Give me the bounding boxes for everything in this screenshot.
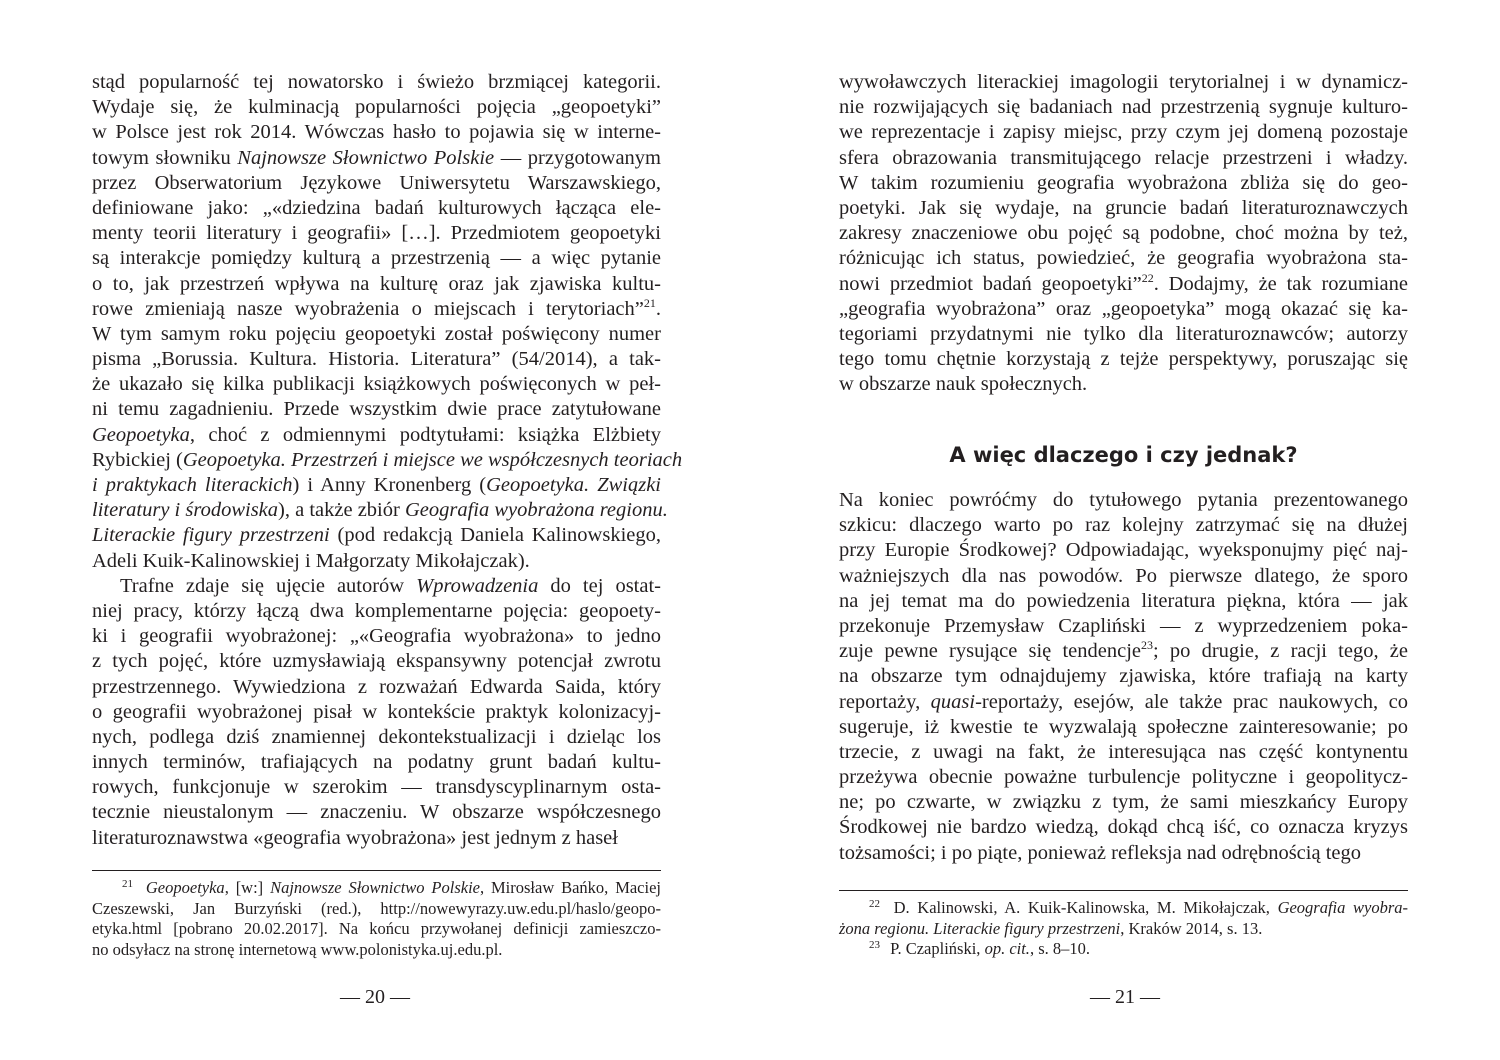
page-right [750,0,1500,1060]
text-line: literaturoznawstwa «geografia wyobrażona» jest jednym z haseł [92,826,618,849]
text-line: przeżywa obecnie poważne turbulencje polityczne i geopolitycz- [839,766,1408,789]
text-line: przy Europie Środkowej? Odpowiadając, wyeksponujmy pięć naj- [839,539,1408,562]
footnote-line: $^{21}$ Geopoetyka, [w:] Najnowsze Słownictwo Polskie, Mirosław Bańko, Maciej [122,878,661,897]
text-line: Trafne zdaje się ujęcie autorów Wprowadzenia do tej ostat- [120,574,661,597]
text-line: reportaży, quasi-reportaży, esejów, ale także prac naukowych, co [839,690,1408,713]
text-line: rowych, funkcjonuje w szerokim — transdyscyplinarnym osta- [92,776,661,799]
text-line: nie rozwijających się badaniach nad przestrzenią sygnuje kulturo- [839,96,1408,119]
text-line: Wydaje się, że kulminacją popularności pojęcia „geopoetyki” [92,96,661,119]
text-line: o geografii wyobrażonej pisał w kontekście praktyk kolonizacyj- [92,700,661,723]
text-line: sugeruje, iż kwestie te wyzwalają społeczne zainteresowanie; po [839,715,1408,738]
text-line: przestrzennego. Wywiedziona z rozważań Edwarda Saida, który [92,675,661,698]
text-line: tecznie nieustalonym — znaczeniu. W obszarze współczesnego [92,801,661,824]
text-line: W tym samym roku pojęciu geopoetyki został poświęcony numer [92,322,661,345]
text-line: „geografia wyobrażona” oraz „geopoetyka” mogą okazać się ka- [839,297,1408,320]
page-number: — 20 — [340,986,410,1008]
text-line: różnicując ich status, powiedzieć, że geografia wyobrażona sta- [839,247,1408,270]
footnotes-left [92,878,661,960]
text-line: innych terminów, trafiających na podatny grunt badań kultu- [92,751,661,774]
text-line: Literackie figury przestrzeni (pod redakcją Daniela Kalinowskiego, [92,524,662,547]
text-line: ni temu zagadnieniu. Przede wszystkim dwie prace zatytułowane [92,398,661,421]
text-line: Adeli Kuik-Kalinowskiej i Małgorzaty Mikołajczak). [92,549,530,572]
text-line: ki i geografii wyobrażonej: „«Geografia wyobrażona» to jedno [92,625,661,648]
text-line: zuje pewne rysujące się tendencje$^{23}$; po drugie, z racji tego, że [839,638,1408,663]
text-line: wywoławczych literackiej imagologii terytorialnej i w dynamicz- [839,71,1408,93]
text-line: o to, jak przestrzeń wpływa na kulturę oraz jak zjawiska kultu- [92,272,661,295]
text-line: tego tomu chętnie korzystają z tejże perspektywy, poruszając się [839,348,1408,371]
text-line: literatury i środowiska), a także zbiór Geografia wyobrażona regionu. [92,499,668,522]
page-number: — 21 — [1090,986,1160,1008]
text-line: niej pracy, którzy łączą dwa komplementarne pojęcia: geopoety- [92,599,661,622]
footnote-line: żona regionu. Literackie figury przestrzeni, Kraków 2014, s. 13. [839,918,1263,938]
text-line: na obszarze tym odnajdujemy zjawiska, które trafiają na karty [839,665,1408,688]
text-line: Rybickiej (Geopoetyka. Przestrzeń i miejsce we współczesnych teoriach [92,448,683,471]
text-line: rowe zmieniają nasze wyobrażenia o miejscach i terytoriach”$^{21}$. [92,295,661,320]
text-line: nowi przedmiot badań geopoetyki”$^{22}$. Dodajmy, że tak rozumiane [839,270,1408,295]
text-line: ne; po czwarte, w związku z tym, że sami mieszkańcy Europy [839,791,1408,814]
text-line: w Polsce jest rok 2014. Wówczas hasło to pojawia się w interne- [92,121,661,144]
text-line: na jej temat ma do powiedzenia literatura piękna, która — jak [839,589,1408,612]
text-line: tegoriami przydatnymi nie tylko dla literaturoznawców; autorzy [839,322,1408,345]
body-text-right-bottom [839,488,1408,866]
text-line: poetyki. Jak się wydaje, na gruncie badań literaturoznawczych [839,196,1408,219]
footnote-line: Czeszewski, Jan Burzyński (red.), http://nowewyrazy.uw.edu.pl/haslo/geopo- [92,898,661,918]
text-line: szkicu: dlaczego warto po raz kolejny zatrzymać się na dłużej [839,514,1408,537]
text-line: ważniejszych dla nas powodów. Po pierwsze dlatego, że sporo [839,564,1408,587]
text-line: definiowane jako: „«dziedzina badań kulturowych łącząca ele- [92,196,661,219]
text-line: są interakcje pomiędzy kulturą a przestrzenią — a więc pytanie [92,247,661,270]
text-line: zakresy znaczeniowe obu pojęć są podobne, choć można by też, [839,222,1408,245]
text-line: menty teorii literatury i geografii» […]. Przedmiotem geopoetyki [92,222,661,245]
body-text-left [92,70,683,851]
text-line: przez Obserwatorium Językowe Uniwersytetu Warszawskiego, [92,171,661,194]
footnote-line: $^{23}$ P. Czapliński, op. cit., s. 8–10. [869,939,1090,958]
text-line: sfera obrazowania transmitującego relacje przestrzeni i władzy. [839,146,1408,169]
text-line: przekonuje Przemysław Czapliński — z wyprzedzeniem poka- [839,614,1408,637]
text-line: pisma „Borussia. Kultura. Historia. Literatura” (54/2014), a tak- [92,348,661,371]
footnote-rule [839,890,1408,891]
footnote-line: etyka.html [pobrano 20.02.2017]. Na końcu przywołanej definicji zamieszczo- [92,919,661,938]
text-line: we reprezentacje i zapisy miejsc, przy czym jej domeną pozostaje [839,121,1408,144]
text-line: z tych pojęć, które uzmysławiają ekspansywny potencjał zwrotu [92,650,661,673]
text-line: trzecie, z uwagi na fakt, że interesująca nas część kontynentu [839,740,1408,763]
text-line: i praktykach literackich) i Anny Kronenberg (Geopoetyka. Związki [92,474,661,496]
text-line: Środkowej nie bardzo wiedzą, dokąd chcą iść, co oznacza kryzys [839,816,1408,839]
footnotes-right [839,898,1408,960]
footnote-line: $^{22}$ D. Kalinowski, A. Kuik-Kalinowska, M. Mikołajczak, Geografia wyobra- [869,898,1409,917]
text-line: tożsamości; i po piąte, ponieważ refleksja nad odrębnością tego [839,841,1361,864]
text-line: Geopoetyka, choć z odmiennymi podtytułami: książka Elżbiety [92,423,661,446]
text-line: w obszarze nauk społecznych. [839,373,1088,396]
body-text-right-top [839,70,1408,397]
text-line: W takim rozumieniu geografia wyobrażona zbliża się do geo- [839,171,1408,194]
section-heading: A więc dlaczego i czy jednak? [949,443,1298,467]
footnote-line: no odsyłacz na stronę internetową www.polonistyka.uj.edu.pl. [92,939,503,959]
footnote-rule [92,870,661,871]
text-line: stąd popularność tej nowatorsko i świeżo brzmiącej kategorii. [92,71,661,93]
text-line: Na koniec powróćmy do tytułowego pytania prezentowanego [839,489,1408,511]
text-line: nych, podlega dziś znamiennej dekontekstualizacji i dzieląc los [92,725,661,748]
text-line: że ukazało się kilka publikacji książkowych poświęconych w peł- [92,373,661,396]
text-line: towym słowniku Najnowsze Słownictwo Polskie — przygotowanym [92,146,661,169]
